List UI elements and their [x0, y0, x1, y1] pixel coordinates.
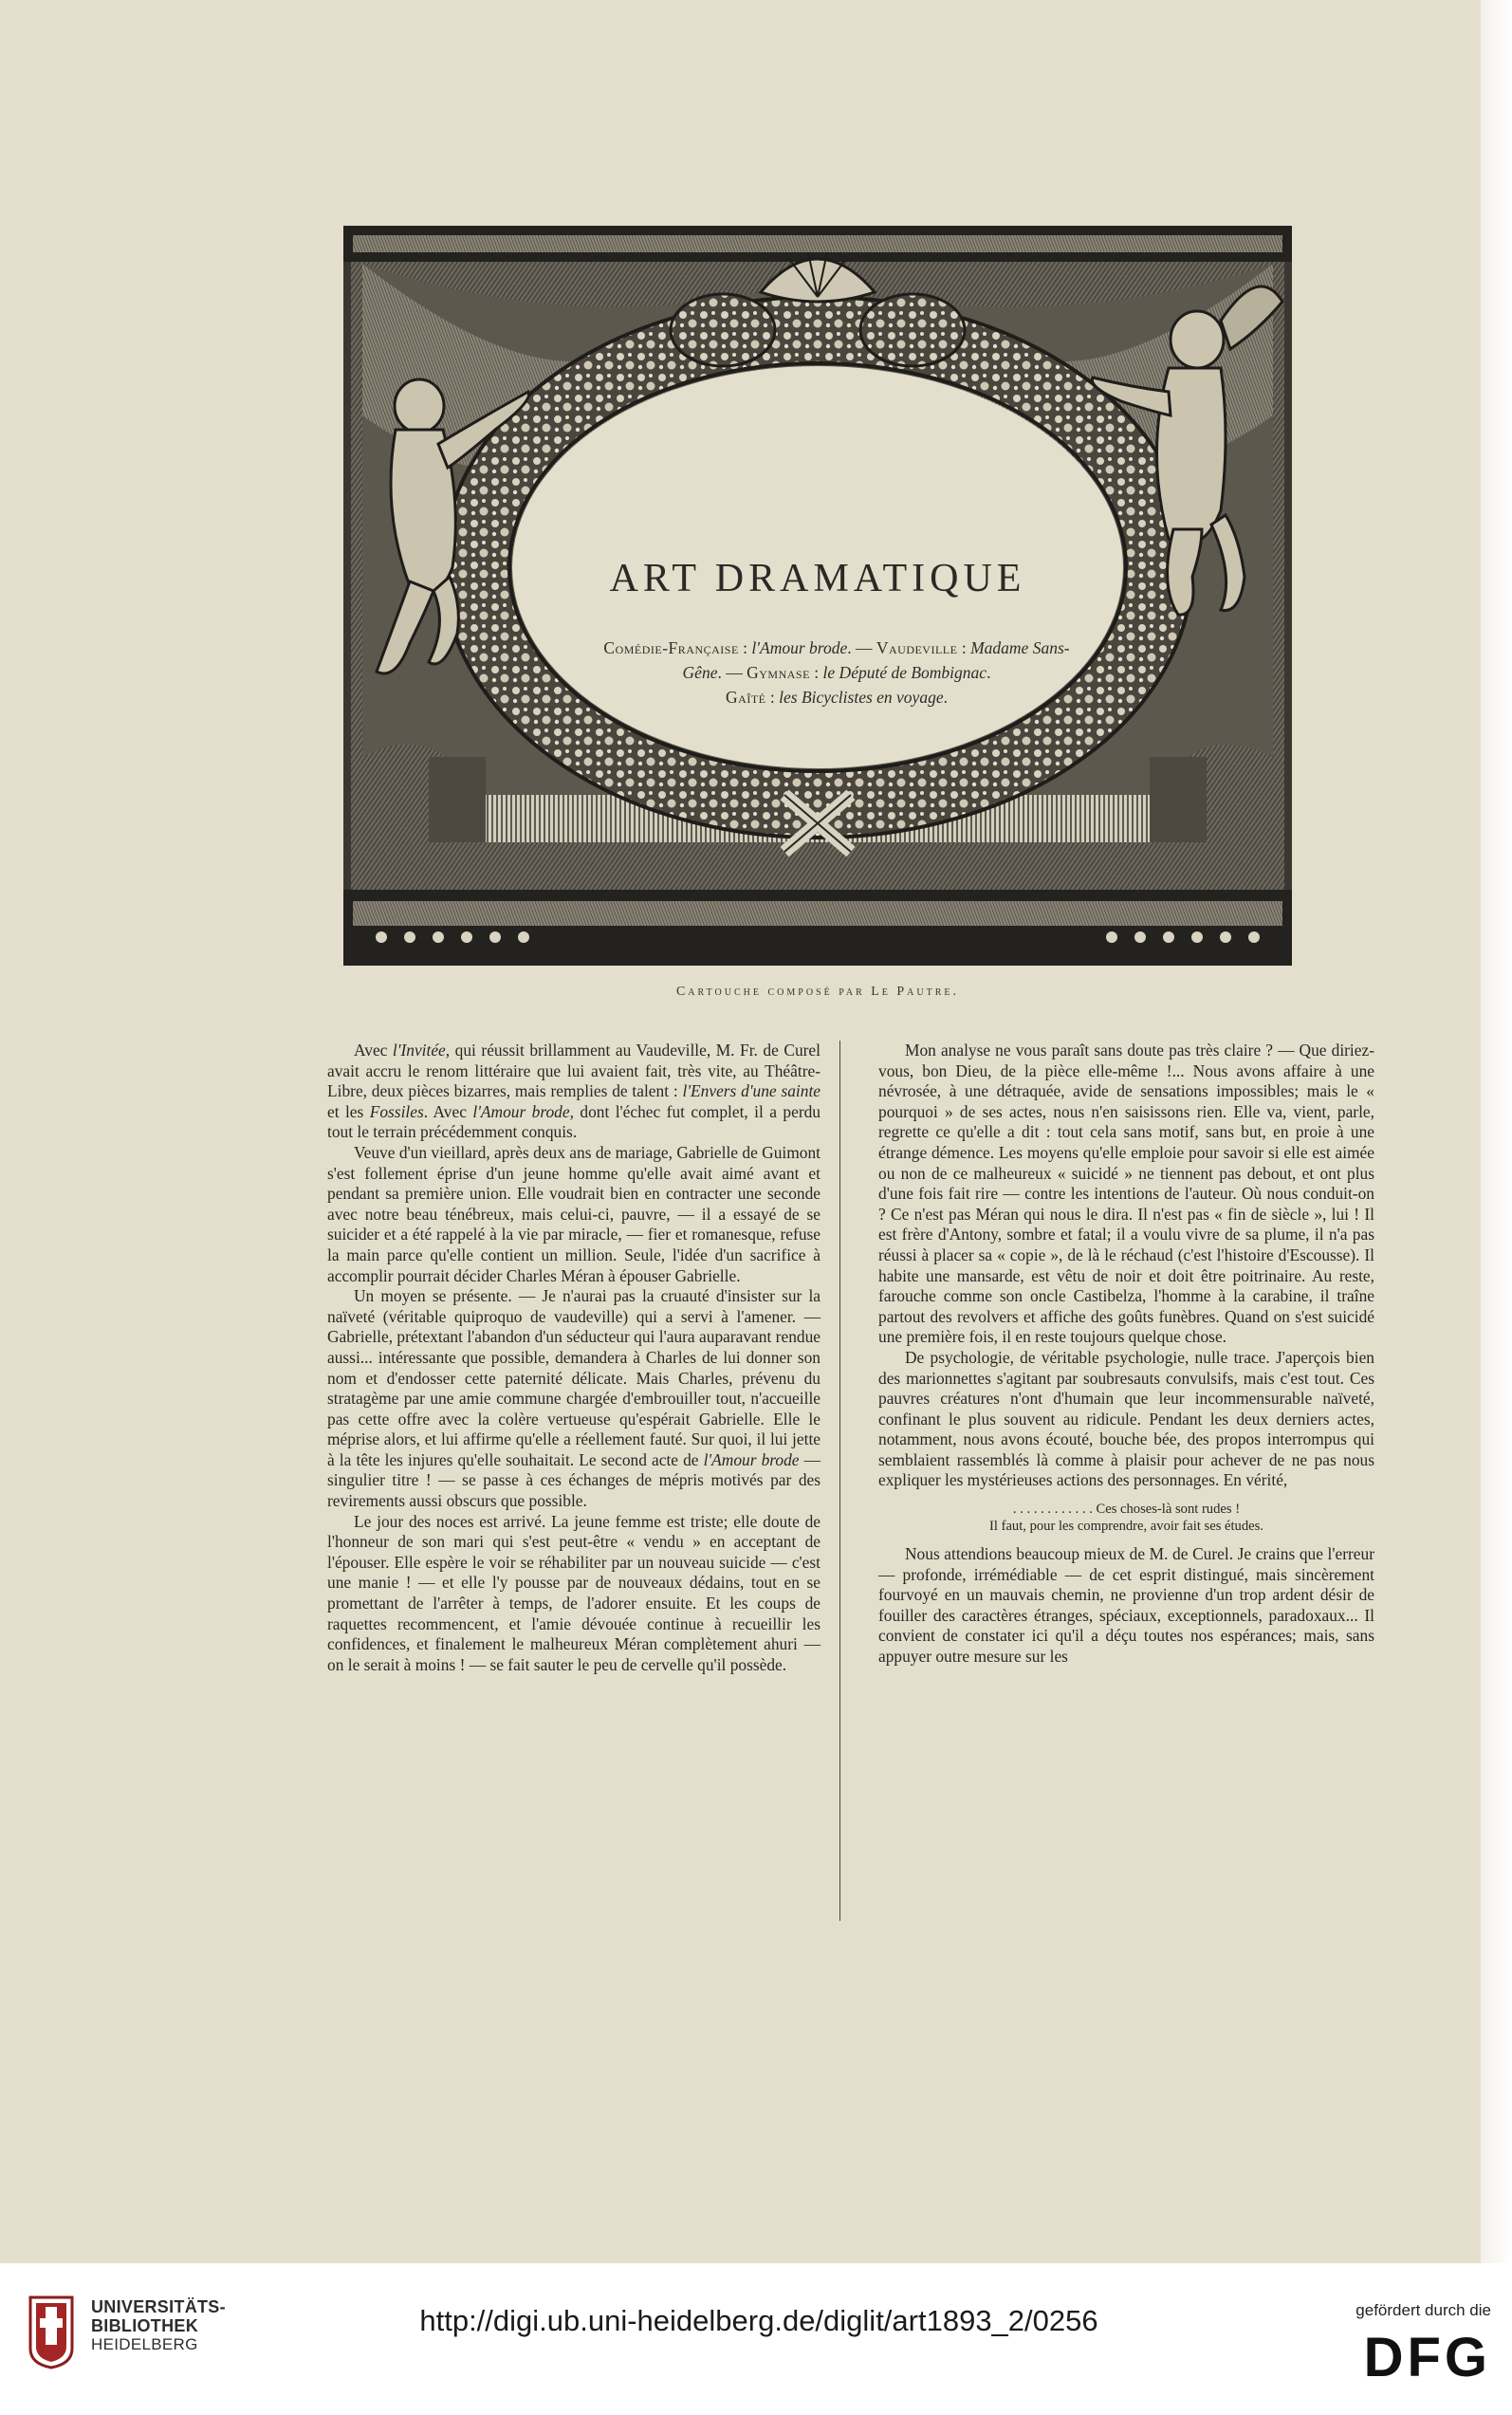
verse-quotation	[878, 1501, 1374, 1535]
source-url-link[interactable]: http://digi.ub.uni-heidelberg.de/diglit/art1893_2/0256	[419, 2304, 1098, 2337]
figure-caption: Cartouche composé par Le Pautre.	[675, 985, 960, 999]
theatre-name: Vaudeville	[876, 638, 958, 657]
play-title: Madame Sans-	[970, 638, 1070, 657]
cartouche-engraving	[343, 226, 1292, 966]
paragraph: Un moyen se présente. — Je n'aurai pas la cruauté d'insister sur la naïveté (véritable quiproquo de vaudeville) qui a servi à l'amener. — Gabrielle, prétextant l'abandon d'un séducteur qui l'aura auparavant rendue aussi... intéressante que possible, demandera à Charles de lui donner son nom et d'endosser cette paternité délicate. Mais Charles, prévenu du stratagème par une amie commune chargée d'embrouiller tout, n'accueille pas cette offre avec la colère vertueuse qu'espérait Gabrielle. Elle le méprise alors, et lui affirme qu'elle a réellement fauté. Sur quoi, il lui jette à la tête les injures qu'elle souhaitait. Le second acte de l'Amour brode — singulier titre ! — se passe à ces échanges de mépris motivés par des revirements aussi obscurs que possible.	[327, 1286, 821, 1511]
article-title: ART DRAMATIQUE	[609, 557, 1026, 600]
paragraph: De psychologie, de véritable psychologie, nulle trace. J'aperçois bien des marionnettes s'agitant par soubresauts convulsifs, mais c'est tout. Ces pauvres créatures n'ont d'humain que leur incommensurable naïveté, confinant le plus souvent au ridicule. Pendant les deux derniers actes, notamment, nous avons écouté, bouche bée, des propos interrompus qui semblaient rassemblés là comme à plaisir pour achever de ne pas nous expliquer les mystérieuses actions des personnages. En vérité,	[878, 1347, 1374, 1490]
paragraph: Avec l'Invitée, qui réussit brillamment au Vaudeville, M. Fr. de Curel avait accru le renom littéraire que lui avaient fait, très vite, au Théâtre-Libre, deux pièces bizarres, mais remplies de talent : l'Envers d'une sainte et les Fossiles. Avec l'Amour brode, dont l'échec fut complet, il a perdu tout le terrain précédemment conquis.	[327, 1041, 821, 1142]
dfg-logo: DFG	[1363, 2327, 1491, 2388]
theatre-name: Gaîté	[726, 688, 766, 707]
institution-name: UNIVERSITÄTS- BIBLIOTHEK HEIDELBERG	[91, 2297, 226, 2353]
paragraph: Le jour des noces est arrivé. La jeune femme est triste; elle doute de l'honneur de son mari qui s'est peut-être « vendu » en acceptant de l'épouser. Elle espère le voir se réhabiliter par un nouveau suicide — c'est une manie ! — et elle l'y pousse par de nouveaux dédains, tout en se promettant de l'arrêter à temps, de l'adorer ensuite. Et les coups de raquettes recommencent, et l'amie dévouée continue à recueillir les confidences, et finalement le malheureux Méran complètement ahuri — on le serait à moins ! — se fait sauter le peu de cervelle qu'il possède.	[327, 1511, 821, 1674]
university-seal-icon	[23, 2294, 80, 2369]
page-edge	[1481, 0, 1512, 2263]
play-title: les Bicyclistes en voyage	[779, 688, 944, 707]
paragraph: Veuve d'un vieillard, après deux ans de mariage, Gabrielle de Guimont s'est follement éprise d'un jeune homme qu'elle avait aimé avant et pendant sa première union. Elle voudrait bien en contracter une seconde avec notre beau ténébreux, mais celui-ci, pauvre, — il a essayé de se suicider et a été rappelé à la vie par miracle, — fier et romanesque, refuse la main parce qu'elle contient un million. Seule, l'idée d'un sacrifice à accomplir pourrait décider Charles Méran à épouser Gabrielle.	[327, 1142, 821, 1285]
column-divider	[839, 1041, 840, 1921]
paragraph: Mon analyse ne vous paraît sans doute pas très claire ? — Que diriez-vous, bon Dieu, de la pièce elle-même !... Nous avons affaire à une névrosée, à une détraquée, avide de sensations impossibles; mais le « pourquoi » de ses actes, nous n'en saisissons rien. Elle va, vient, parle, regrette ce qu'elle a dit : tout cela sans motif, sans but, en proie à une étrange démence. Les moyens qu'elle emploie pour savoir si elle est aimée ou non de ce malheureux « suicidé » ne tiennent pas debout, et ont plus d'une fois fait rire — contre les intentions de l'auteur. Où nous conduit-on ? Ce n'est pas Méran qui nous le dira. Il n'est pas « fin de siècle », lui ! Il est frère d'Antony, sombre et fatal; il a voulu vivre de sa plume, il n'a pas réussi à placer sa « copie », de là le réchaud (c'est l'histoire d'Escousse). Il habite une mansarde, est vêtu de noir et doit être poitrinaire. Au reste, farouche comme son oncle Castibelza, l'homme à la carabine, il traîne partout des revolvers et affiche des goûts funèbres. Quand on s'est suicidé une première fois, il en reste toujours quelque chose.	[878, 1041, 1374, 1347]
theatre-name: Gymnase	[747, 663, 810, 682]
funded-by-label: gefördert durch die	[1355, 2301, 1491, 2319]
text-column-left	[327, 1041, 821, 1675]
play-title: l'Amour brode	[751, 638, 848, 657]
paragraph: Nous attendions beaucoup mieux de M. de Curel. Je crains que l'erreur — profonde, irrémédiable — de cet esprit distingué, mais sincèrement fourvoyé en un mauvais chemin, ne provienne d'un trop ardent désir de fouiller des caractères étranges, spéciaux, exceptionnels, paradoxaux... Il convient de constater ici qu'il a déçu toutes nos espérances; mais, sans appuyer outre mesure sur les	[878, 1544, 1374, 1667]
theatre-name: Comédie-Française	[603, 638, 739, 657]
play-title: Gêne	[682, 663, 718, 682]
article-subtitle: Comédie-Française : l'Amour brode. — Vaudeville : Madame Sans- Gêne. — Gymnase : le Député de Bombignac. Gaîté : les Bicyclistes en voyage.	[603, 638, 1070, 707]
text-column-right	[878, 1041, 1374, 1668]
play-title: le Député de Bombignac	[822, 663, 987, 682]
digitization-footer	[0, 2263, 1512, 2415]
verse-line: . . . . . . . . . . . . Ces choses-là sont rudes !	[1012, 1502, 1241, 1518]
verse-line: Il faut, pour les comprendre, avoir fait ses études.	[989, 1519, 1263, 1535]
